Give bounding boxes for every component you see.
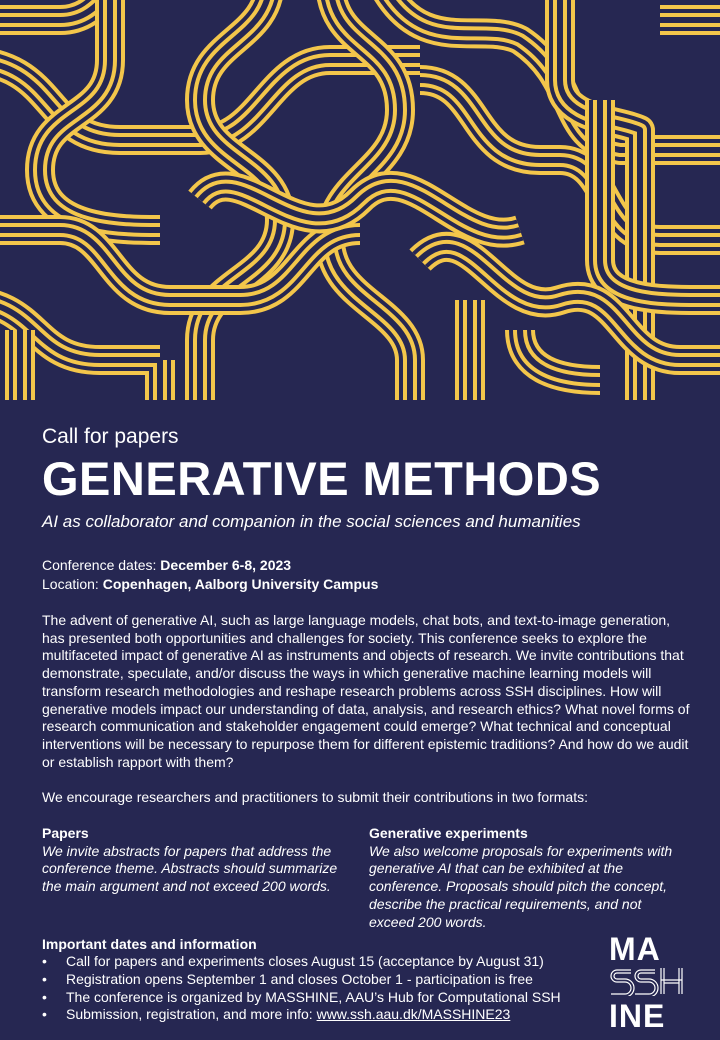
papers-body: We invite abstracts for papers that address the conference theme. Abstracts should summarize the main argument and not exceed 200 words. — [42, 842, 338, 895]
logo-line-1: MA — [609, 931, 661, 967]
dates-value: December 6-8, 2023 — [160, 557, 292, 573]
location-value: Copenhagen, Aalborg University Campus — [102, 576, 379, 592]
conference-info — [42, 556, 378, 594]
conference-location — [42, 575, 378, 594]
experiments-section — [369, 825, 679, 931]
info-link[interactable]: www.ssh.aau.dk/MASSHINE23 — [316, 1006, 511, 1023]
masshine-logo — [609, 931, 689, 1034]
location-label: Location: — [42, 576, 103, 592]
experiments-body: We also welcome proposals for experiments with generative AI that can be exhibited at the conference. Proposals should pitch the concept, describe the practical requirements, and not exceed 200 words. — [369, 842, 673, 930]
intro-paragraph: The advent of generative AI, such as large language models, chat bots, and text-to-image generation, has presented both opportunities and challenges for society. This conference seeks to explore the multifaceted impact of generative AI as instruments and objects of research. We invite contributions that demonstrate, speculate, and/or discuss the ways in which generative machine learning models will transform research methodologies and reshape research problems across SSH disciplines. How will generative models impact our understanding of data, analysis, and research ethics? What novel forms of research communication and stakeholder engagement could emerge? What technical and conceptual interventions will be necessary to repurpose them for different epistemic traditions? And how do we audit or establish rapport with them? — [42, 612, 690, 770]
list-item: • Call for papers and experiments closes August 15 (acceptance by August 31) — [42, 953, 561, 971]
encourage-text: We encourage researchers and practitioners to submit their contributions in two formats: — [42, 789, 588, 805]
list-item: • The conference is organized by MASSHINE, AAU’s Hub for Computational SSH — [42, 989, 561, 1007]
logo-ssh-mark — [609, 964, 687, 996]
papers-heading: Papers — [42, 825, 89, 841]
ssh-line-pattern — [0, 0, 720, 400]
subtitle: AI as collaborator and companion in the social sciences and humanities — [42, 512, 581, 531]
conference-dates — [42, 556, 378, 575]
important-heading: Important dates and information — [42, 936, 257, 952]
papers-section — [42, 825, 352, 896]
kicker-text: Call for papers — [42, 425, 179, 448]
important-list — [42, 953, 561, 1024]
important-info — [42, 935, 561, 1024]
logo-line-3: INE — [609, 998, 666, 1034]
dates-label: Conference dates: — [42, 557, 161, 573]
info-label: Submission, registration, and more info: — [66, 1006, 317, 1023]
list-item: • Registration opens September 1 and closes October 1 - participation is free — [42, 971, 561, 989]
experiments-heading: Generative experiments — [369, 825, 528, 841]
page-title: GENERATIVE METHODS — [42, 452, 602, 505]
list-item — [42, 1006, 561, 1024]
